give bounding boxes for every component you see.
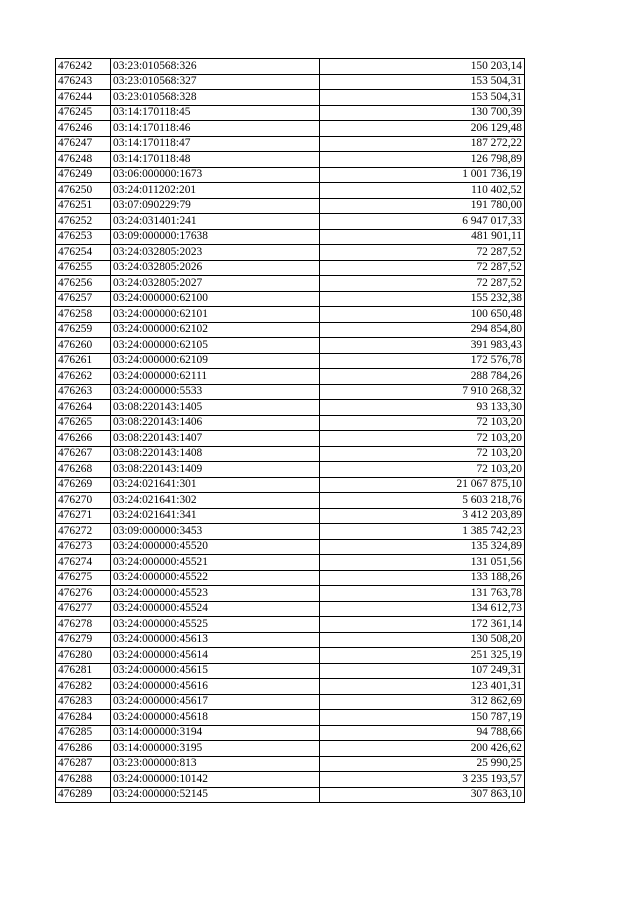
row-number-cell: 476283 xyxy=(56,694,111,710)
cadastral-number-cell: 03:24:000000:45525 xyxy=(111,617,320,633)
table-row xyxy=(56,648,525,664)
cadastral-number-cell: 03:24:000000:45614 xyxy=(111,648,320,664)
cadastral-value-cell: 312 862,69 xyxy=(320,694,525,710)
table-row xyxy=(56,570,525,586)
cadastral-number-cell: 03:24:000000:45615 xyxy=(111,663,320,679)
cadastral-number-cell: 03:24:021641:341 xyxy=(111,508,320,524)
table-row xyxy=(56,772,525,788)
row-number-cell: 476261 xyxy=(56,353,111,369)
row-number-cell: 476245 xyxy=(56,105,111,121)
cadastral-number-cell: 03:09:000000:3453 xyxy=(111,524,320,540)
table-row xyxy=(56,291,525,307)
table-row xyxy=(56,787,525,803)
table-row xyxy=(56,198,525,214)
row-number-cell: 476288 xyxy=(56,772,111,788)
cadastral-number-cell: 03:14:170118:46 xyxy=(111,121,320,137)
cadastral-number-cell: 03:23:010568:328 xyxy=(111,90,320,106)
cadastral-number-cell: 03:24:021641:301 xyxy=(111,477,320,493)
cadastral-value-cell: 131 763,78 xyxy=(320,586,525,602)
cadastral-value-cell: 72 287,52 xyxy=(320,260,525,276)
row-number-cell: 476264 xyxy=(56,400,111,416)
cadastral-value-cell: 155 232,38 xyxy=(320,291,525,307)
cadastral-value-cell: 25 990,25 xyxy=(320,756,525,772)
cadastral-value-cell: 107 249,31 xyxy=(320,663,525,679)
cadastral-number-cell: 03:08:220143:1408 xyxy=(111,446,320,462)
table-row xyxy=(56,493,525,509)
cadastral-number-cell: 03:08:220143:1409 xyxy=(111,462,320,478)
cadastral-value-cell: 481 901,11 xyxy=(320,229,525,245)
row-number-cell: 476266 xyxy=(56,431,111,447)
cadastral-number-cell: 03:24:021641:302 xyxy=(111,493,320,509)
row-number-cell: 476249 xyxy=(56,167,111,183)
table-row xyxy=(56,90,525,106)
cadastral-number-cell: 03:08:220143:1407 xyxy=(111,431,320,447)
table-row xyxy=(56,369,525,385)
row-number-cell: 476263 xyxy=(56,384,111,400)
row-number-cell: 476289 xyxy=(56,787,111,803)
cadastral-number-cell: 03:14:000000:3195 xyxy=(111,741,320,757)
cadastral-value-cell: 1 001 736,19 xyxy=(320,167,525,183)
row-number-cell: 476267 xyxy=(56,446,111,462)
cadastral-number-cell: 03:24:000000:62105 xyxy=(111,338,320,354)
cadastral-number-cell: 03:24:032805:2027 xyxy=(111,276,320,292)
cadastral-number-cell: 03:24:000000:45618 xyxy=(111,710,320,726)
cadastral-number-cell: 03:14:170118:48 xyxy=(111,152,320,168)
table-row xyxy=(56,260,525,276)
cadastral-number-cell: 03:09:000000:17638 xyxy=(111,229,320,245)
cadastral-value-cell: 72 103,20 xyxy=(320,446,525,462)
cadastral-number-cell: 03:24:000000:62101 xyxy=(111,307,320,323)
cadastral-value-cell: 150 787,19 xyxy=(320,710,525,726)
table-row xyxy=(56,59,525,75)
table-row xyxy=(56,400,525,416)
cadastral-value-cell: 131 051,56 xyxy=(320,555,525,571)
cadastral-number-cell: 03:24:000000:45523 xyxy=(111,586,320,602)
cadastral-value-cell: 135 324,89 xyxy=(320,539,525,555)
cadastral-value-cell: 134 612,73 xyxy=(320,601,525,617)
table-row xyxy=(56,105,525,121)
row-number-cell: 476252 xyxy=(56,214,111,230)
cadastral-value-cell: 172 361,14 xyxy=(320,617,525,633)
row-number-cell: 476271 xyxy=(56,508,111,524)
cadastral-value-cell: 288 784,26 xyxy=(320,369,525,385)
table-row xyxy=(56,322,525,338)
row-number-cell: 476280 xyxy=(56,648,111,664)
table-row xyxy=(56,415,525,431)
cadastral-number-cell: 03:24:000000:45521 xyxy=(111,555,320,571)
cadastral-value-cell: 123 401,31 xyxy=(320,679,525,695)
row-number-cell: 476248 xyxy=(56,152,111,168)
table-row xyxy=(56,353,525,369)
cadastral-value-cell: 191 780,00 xyxy=(320,198,525,214)
row-number-cell: 476243 xyxy=(56,74,111,90)
table-row xyxy=(56,710,525,726)
row-number-cell: 476253 xyxy=(56,229,111,245)
row-number-cell: 476251 xyxy=(56,198,111,214)
cadastral-number-cell: 03:23:000000:813 xyxy=(111,756,320,772)
table-row xyxy=(56,276,525,292)
row-number-cell: 476262 xyxy=(56,369,111,385)
row-number-cell: 476268 xyxy=(56,462,111,478)
row-number-cell: 476278 xyxy=(56,617,111,633)
table-row xyxy=(56,601,525,617)
table-row xyxy=(56,694,525,710)
cadastral-number-cell: 03:06:000000:1673 xyxy=(111,167,320,183)
cadastral-value-cell: 251 325,19 xyxy=(320,648,525,664)
cadastral-number-cell: 03:08:220143:1406 xyxy=(111,415,320,431)
table-row xyxy=(56,586,525,602)
cadastral-number-cell: 03:24:031401:241 xyxy=(111,214,320,230)
cadastral-number-cell: 03:23:010568:327 xyxy=(111,74,320,90)
cadastral-number-cell: 03:14:170118:45 xyxy=(111,105,320,121)
cadastral-value-cell: 100 650,48 xyxy=(320,307,525,323)
cadastral-value-cell: 206 129,48 xyxy=(320,121,525,137)
cadastral-number-cell: 03:24:000000:45522 xyxy=(111,570,320,586)
cadastral-number-cell: 03:24:000000:62109 xyxy=(111,353,320,369)
row-number-cell: 476272 xyxy=(56,524,111,540)
table-row xyxy=(56,384,525,400)
row-number-cell: 476254 xyxy=(56,245,111,261)
cadastral-value-cell: 21 067 875,10 xyxy=(320,477,525,493)
cadastral-number-cell: 03:07:090229:79 xyxy=(111,198,320,214)
cadastral-value-cell: 93 133,30 xyxy=(320,400,525,416)
cadastral-number-cell: 03:24:000000:45524 xyxy=(111,601,320,617)
cadastral-number-cell: 03:08:220143:1405 xyxy=(111,400,320,416)
cadastral-value-cell: 72 287,52 xyxy=(320,276,525,292)
table-row xyxy=(56,183,525,199)
table-row xyxy=(56,679,525,695)
cadastral-number-cell: 03:24:000000:62111 xyxy=(111,369,320,385)
row-number-cell: 476259 xyxy=(56,322,111,338)
cadastral-value-cell: 150 203,14 xyxy=(320,59,525,75)
row-number-cell: 476281 xyxy=(56,663,111,679)
table-row xyxy=(56,121,525,137)
row-number-cell: 476247 xyxy=(56,136,111,152)
cadastral-number-cell: 03:24:000000:45613 xyxy=(111,632,320,648)
row-number-cell: 476275 xyxy=(56,570,111,586)
row-number-cell: 476284 xyxy=(56,710,111,726)
row-number-cell: 476260 xyxy=(56,338,111,354)
cadastral-number-cell: 03:24:000000:5533 xyxy=(111,384,320,400)
row-number-cell: 476256 xyxy=(56,276,111,292)
table-row xyxy=(56,167,525,183)
row-number-cell: 476276 xyxy=(56,586,111,602)
cadastral-value-cell: 391 983,43 xyxy=(320,338,525,354)
cadastral-number-cell: 03:24:000000:10142 xyxy=(111,772,320,788)
row-number-cell: 476242 xyxy=(56,59,111,75)
row-number-cell: 476258 xyxy=(56,307,111,323)
table-row xyxy=(56,663,525,679)
cadastral-value-cell: 130 700,39 xyxy=(320,105,525,121)
table-row xyxy=(56,431,525,447)
cadastral-number-cell: 03:14:000000:3194 xyxy=(111,725,320,741)
table-row xyxy=(56,446,525,462)
row-number-cell: 476246 xyxy=(56,121,111,137)
row-number-cell: 476277 xyxy=(56,601,111,617)
table-row xyxy=(56,245,525,261)
table-row xyxy=(56,756,525,772)
row-number-cell: 476270 xyxy=(56,493,111,509)
cadastral-value-cell: 187 272,22 xyxy=(320,136,525,152)
row-number-cell: 476286 xyxy=(56,741,111,757)
row-number-cell: 476244 xyxy=(56,90,111,106)
cadastral-value-cell: 5 603 218,76 xyxy=(320,493,525,509)
row-number-cell: 476269 xyxy=(56,477,111,493)
table-row xyxy=(56,524,525,540)
cadastral-value-cell: 307 863,10 xyxy=(320,787,525,803)
cadastral-value-cell: 1 385 742,23 xyxy=(320,524,525,540)
cadastral-value-cell: 130 508,20 xyxy=(320,632,525,648)
table-row xyxy=(56,152,525,168)
cadastral-value-cell: 7 910 268,32 xyxy=(320,384,525,400)
cadastral-value-cell: 72 103,20 xyxy=(320,415,525,431)
cadastral-value-cell: 294 854,80 xyxy=(320,322,525,338)
row-number-cell: 476273 xyxy=(56,539,111,555)
row-number-cell: 476265 xyxy=(56,415,111,431)
cadastral-number-cell: 03:24:000000:52145 xyxy=(111,787,320,803)
cadastral-number-cell: 03:24:000000:45616 xyxy=(111,679,320,695)
row-number-cell: 476279 xyxy=(56,632,111,648)
table-row xyxy=(56,229,525,245)
cadastral-value-cell: 126 798,89 xyxy=(320,152,525,168)
cadastral-number-cell: 03:23:010568:326 xyxy=(111,59,320,75)
table-row xyxy=(56,74,525,90)
table-row xyxy=(56,508,525,524)
cadastral-value-cell: 72 103,20 xyxy=(320,431,525,447)
row-number-cell: 476257 xyxy=(56,291,111,307)
cadastral-number-cell: 03:24:032805:2026 xyxy=(111,260,320,276)
table-row xyxy=(56,725,525,741)
cadastral-value-cell: 172 576,78 xyxy=(320,353,525,369)
table-row xyxy=(56,741,525,757)
cadastral-value-cell: 200 426,62 xyxy=(320,741,525,757)
cadastral-value-cell: 110 402,52 xyxy=(320,183,525,199)
table-row xyxy=(56,462,525,478)
table-row xyxy=(56,307,525,323)
cadastral-value-cell: 133 188,26 xyxy=(320,570,525,586)
table-row xyxy=(56,539,525,555)
cadastral-value-cell: 3 235 193,57 xyxy=(320,772,525,788)
row-number-cell: 476250 xyxy=(56,183,111,199)
cadastral-number-cell: 03:24:032805:2023 xyxy=(111,245,320,261)
row-number-cell: 476255 xyxy=(56,260,111,276)
cadastral-number-cell: 03:24:000000:45617 xyxy=(111,694,320,710)
row-number-cell: 476287 xyxy=(56,756,111,772)
table-row xyxy=(56,214,525,230)
cadastral-value-cell: 72 103,20 xyxy=(320,462,525,478)
cadastral-number-cell: 03:24:000000:62102 xyxy=(111,322,320,338)
cadastral-value-cell: 72 287,52 xyxy=(320,245,525,261)
cadastral-value-cell: 6 947 017,33 xyxy=(320,214,525,230)
table-body xyxy=(56,59,525,803)
cadastral-number-cell: 03:24:000000:45520 xyxy=(111,539,320,555)
cadastral-value-cell: 94 788,66 xyxy=(320,725,525,741)
cadastral-value-cell: 153 504,31 xyxy=(320,90,525,106)
table-row xyxy=(56,136,525,152)
row-number-cell: 476274 xyxy=(56,555,111,571)
table-row xyxy=(56,477,525,493)
cadastral-number-cell: 03:14:170118:47 xyxy=(111,136,320,152)
cadastral-value-cell: 153 504,31 xyxy=(320,74,525,90)
row-number-cell: 476285 xyxy=(56,725,111,741)
cadastral-value-cell: 3 412 203,89 xyxy=(320,508,525,524)
table-row xyxy=(56,617,525,633)
cadastral-value-table xyxy=(55,58,525,803)
cadastral-number-cell: 03:24:011202:201 xyxy=(111,183,320,199)
table-row xyxy=(56,632,525,648)
row-number-cell: 476282 xyxy=(56,679,111,695)
cadastral-number-cell: 03:24:000000:62100 xyxy=(111,291,320,307)
table-row xyxy=(56,338,525,354)
table-row xyxy=(56,555,525,571)
